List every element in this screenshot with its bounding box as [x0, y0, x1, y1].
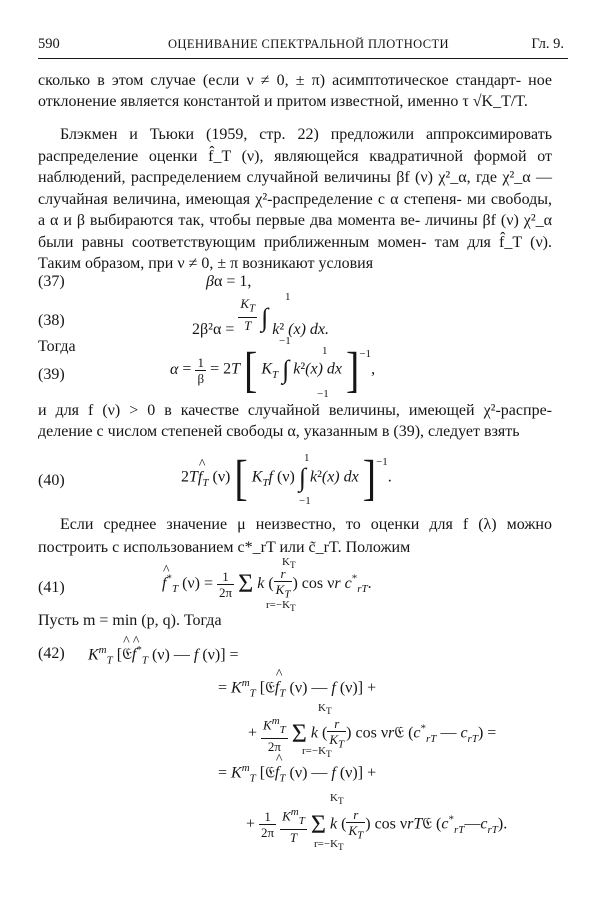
togda-label: Тогда — [38, 338, 76, 355]
running-header — [38, 36, 570, 56]
header-rule — [38, 58, 568, 59]
eq-40-body: 2T^ $f_T$ (ν) [ $K_Tf$ (ν) ∫ k²(x) dx ]$^{-1}$. — [181, 458, 392, 498]
eq-42-line-3: + $\frac{K^m_T}{2\pi}$ Σ k ( $\frac{r}{K_T}$ ) cos νr𝔈 ($c^*_{rT}$ — $c_{rT}$) = — [248, 715, 497, 754]
eq-41-label: (41) — [38, 579, 65, 596]
paragraph-1: сколько в этом случае (если ν ≠ 0, ± π) асимптотическое стандарт- ное отклонение является константой и притом известной, именно τ √K_T/T. — [38, 72, 552, 110]
eq-40-upper-limit: 1 — [304, 452, 310, 464]
running-title: ОЦЕНИВАНИЕ СПЕКТРАЛЬНОЙ ПЛОТНОСТИ — [168, 37, 449, 51]
eq-39-lower-limit: −1 — [317, 388, 329, 400]
eq-38-lower-limit: −1 — [279, 335, 291, 347]
eq-37-body: βα = 1, — [206, 273, 252, 290]
eq-42-line-5: + $\frac{1}{2\pi}$ $\frac{K^m_T}{T}$ Σ k ( $\frac{r}{K_T}$ ) cos νrT𝔈 $(c^*_{rT}—c_{rT})$. — [246, 806, 508, 845]
paragraph-5: Пусть m = min (p, q). Тогда — [38, 612, 222, 629]
eq-41-lower-limit: $r=-K_T$ — [266, 599, 296, 614]
eq-41-body: ^ $f^*_T$ (ν) = $\frac{1}{2\pi}$ Σ k ( $\frac{r}{K_T}$ ) cos νr $c^*_{rT}$. — [162, 566, 372, 603]
eq-42-line-2: = $K^m_T$ [𝔈^ $f_T$ (ν) — f (ν)] + — [218, 677, 376, 700]
eq-42-line-5-upper: $K_T$ — [330, 792, 344, 807]
eq-40-label: (40) — [38, 472, 65, 489]
eq-38-label: (38) — [38, 312, 65, 329]
paragraph-2: Блэкмен и Тьюки (1959, стр. 22) предложили аппроксимировать распределение оценки f̂_T (ν), являющейся квадратичной формой от наблюдений, распределением случайной величины βf (ν) χ²_α, где χ²_α — случайная величина, имеющая χ²-распределение с α степеня- ми свободы, а α и β выбираются так, чтобы первые два момента ве- личины βf (ν) χ²_α были равны соответствующим приближенным момен- там для f̂_T (ν). Таким образом, при ν ≠ 0, ± π возникают условия — [38, 126, 552, 272]
eq-42-line-1: $K^m_T$ [^ 𝔈^ $f^*_T$ (ν) — f (ν)] = — [88, 644, 239, 667]
eq-39-label: (39) — [38, 366, 65, 383]
eq-42-label: (42) — [38, 645, 65, 662]
eq-42-line-4: = $K^m_T$ [𝔈^ $f_T$ (ν) — f (ν)] + — [218, 762, 376, 785]
page-number: 590 — [38, 36, 60, 52]
eq-42-line-5-lower: $r=-K_T$ — [314, 838, 344, 853]
eq-42-line-3-upper: $K_T$ — [318, 702, 332, 717]
paragraph-4: Если среднее значение μ неизвестно, то оценки для f (λ) можно построить с использованием c*_rT или c̃_rT. Положим — [38, 516, 552, 556]
eq-38-upper-limit: 1 — [285, 291, 291, 303]
chapter-label: Гл. 9. — [531, 36, 564, 52]
eq-39-body: α = $\frac{1}{\beta}$ = 2T [ $K_T$ ∫ k²(x) dx ]$^{-1}$, — [170, 341, 376, 398]
eq-39-upper-limit: 1 — [322, 345, 328, 357]
eq-40-lower-limit: −1 — [299, 495, 311, 507]
eq-41-upper-limit: $K_T$ — [282, 556, 296, 571]
eq-38-body: 2β²α = $\frac{K_T}{T}$ ∫ k² (x) dx. — [192, 296, 330, 338]
eq-42-line-3-lower: $r=-K_T$ — [302, 745, 332, 760]
eq-37-label: (37) — [38, 273, 65, 290]
paragraph-3: и для f (ν) > 0 в качестве случайной величины, имеющей χ²-распре- деление с числом степеней свободы α, указанным в (39), следует взять — [38, 402, 552, 440]
